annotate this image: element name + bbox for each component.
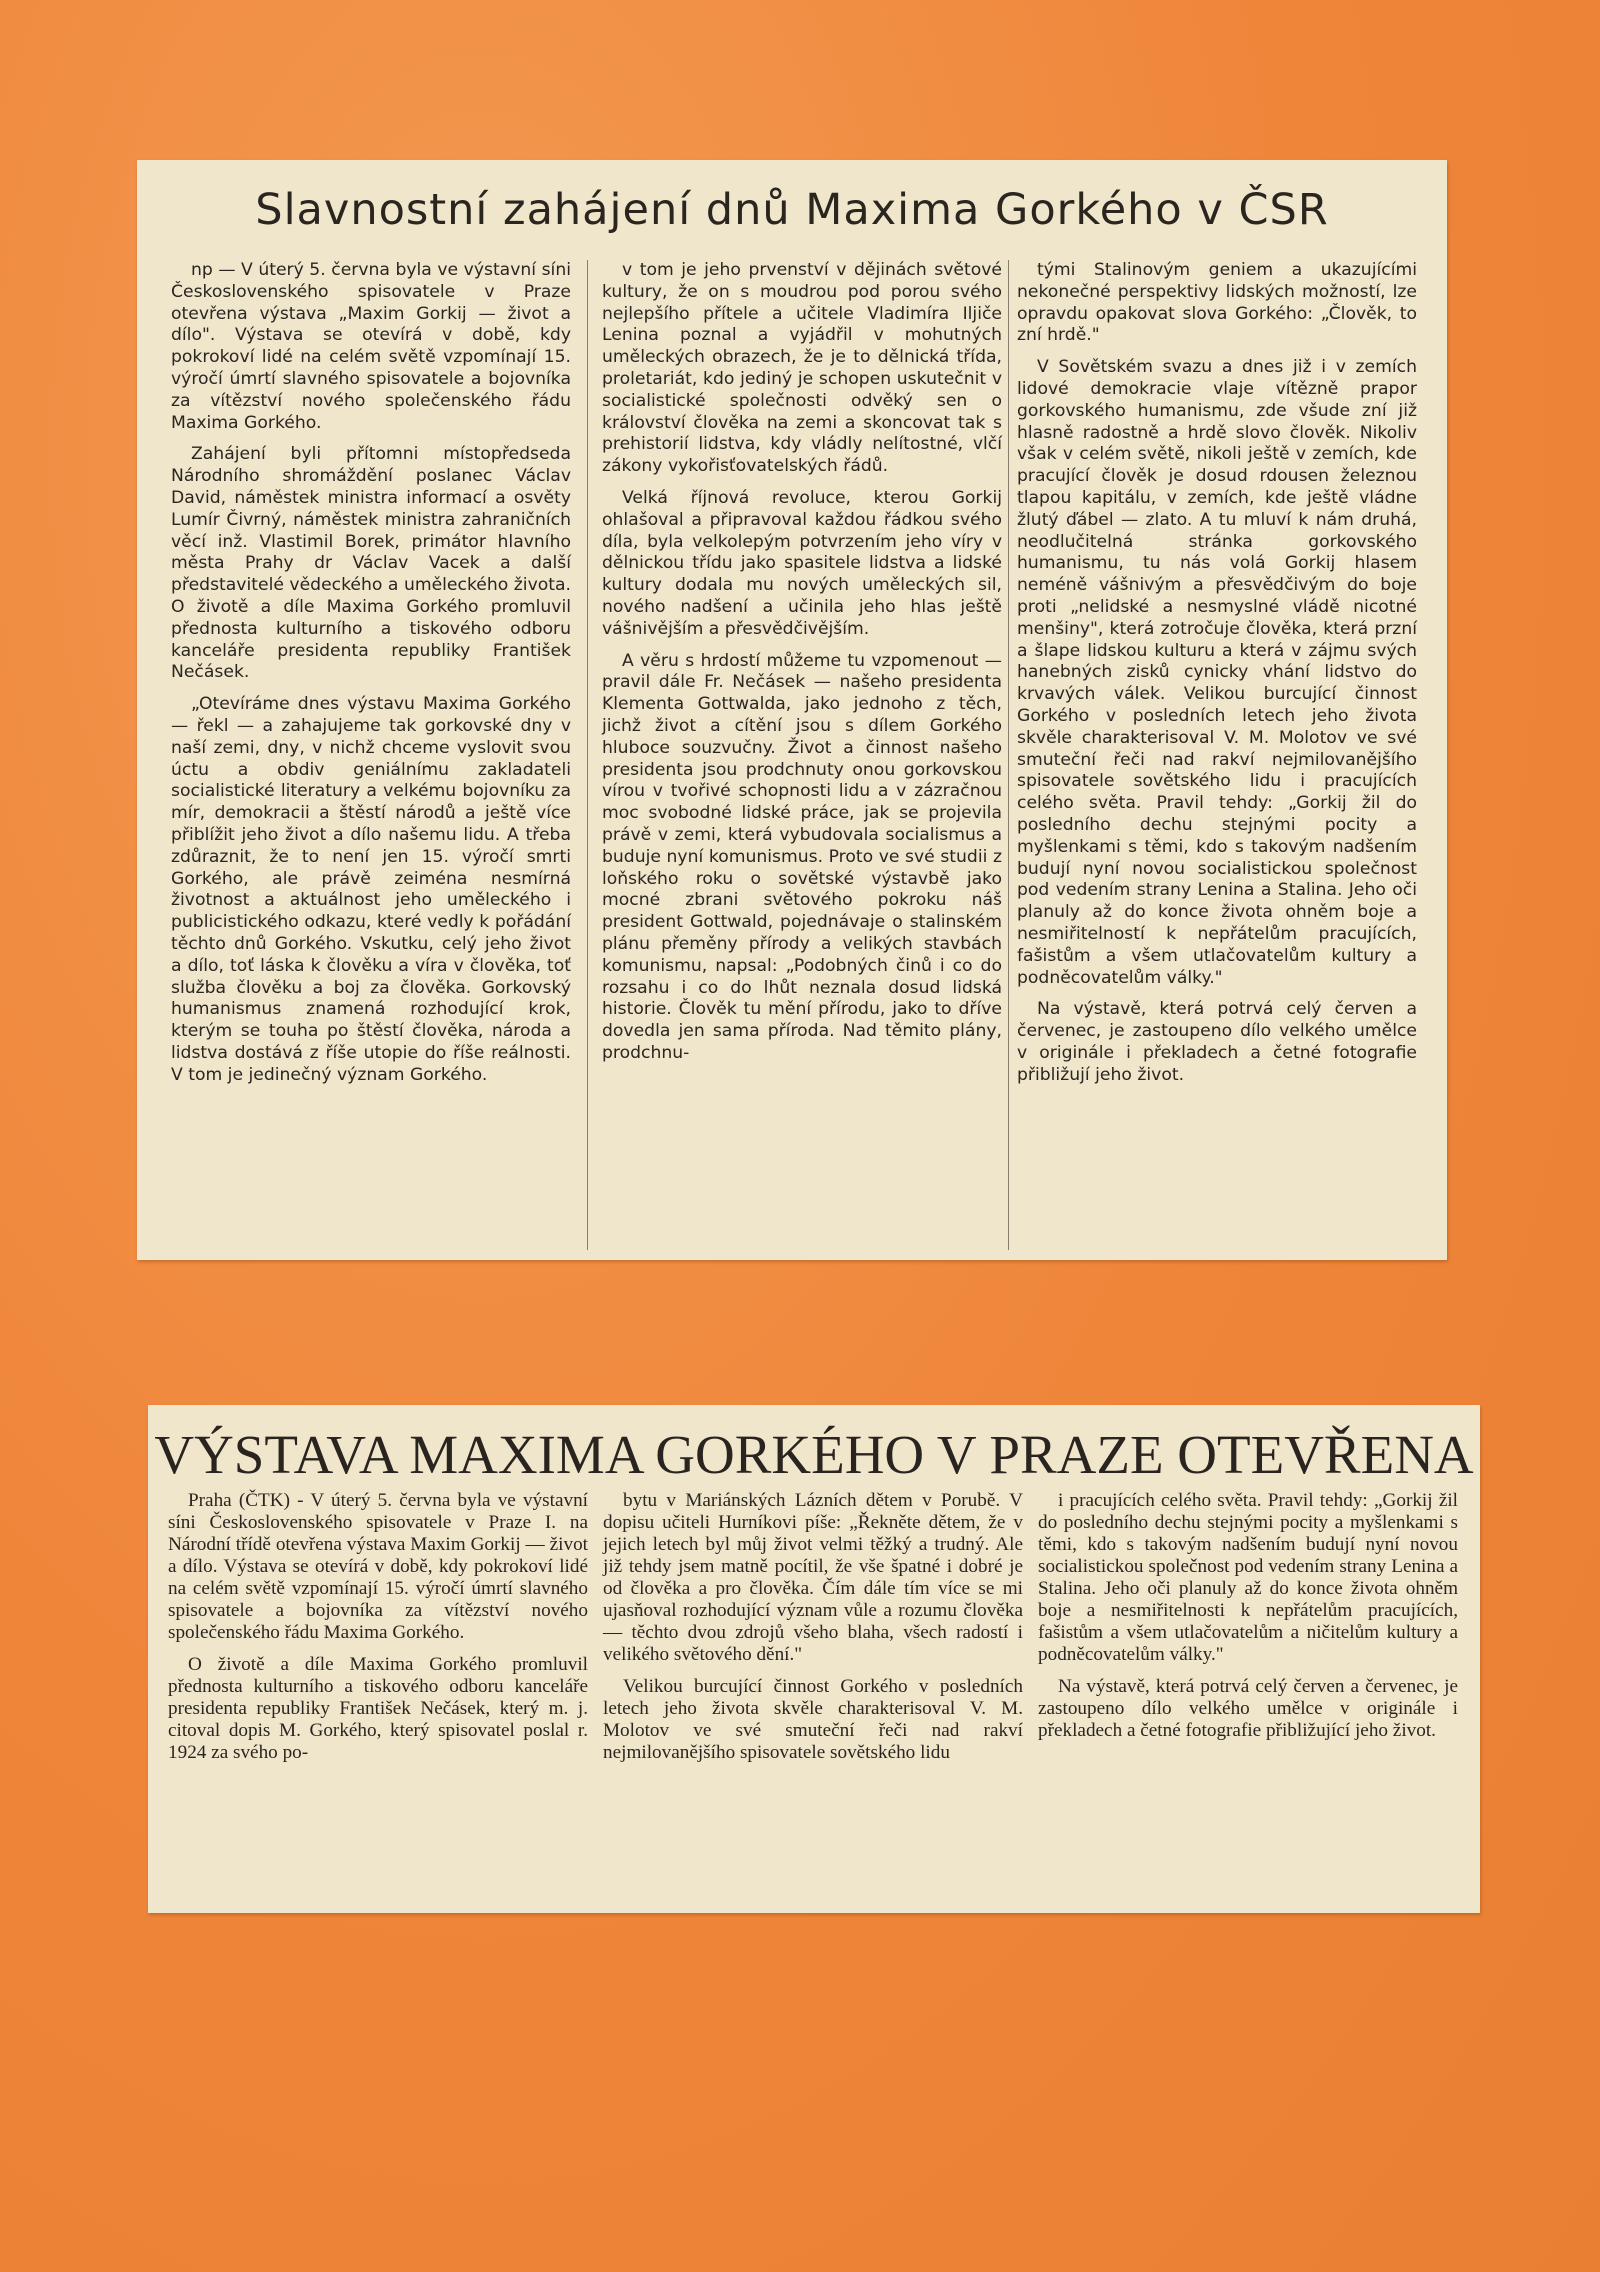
paragraph: Velikou burcující činnost Gorkého v posledních letech jeho života skvěle charakterisoval V. M. Molotov ve své smuteční řeči nad rakví nejmilovanějšího spisovatele sovětského lidu (603, 1676, 1023, 1763)
paragraph: V Sovětském svazu a dnes již i v zemích lidové demokracie vlaje vítězně prapor gorkovského humanismu, zde všude zní již hlasně radostně a hrdě slovo člověk. Nikoliv však v celém světě, nikoli ještě v zemích, kde pracující člověk je dosud rdousen železnou tlapou kapitálu, v zemích, kde ještě vládne žlutý ďábel — zlato. A tu mluví k nám druhá, neodlučitelná stránka gorkovského humanismu, tu nás volá Gorkij hlasem neméně vášnivým a přesvědčivým do boje proti „nelidské a nesmyslné vládě nicotné menšiny", která zotročuje člověka, která przní a šlape lidskou kulturu a která v zájmu svých hanebných zisků cynicky vhání lidstvo do krvavých válek. Velikou burcující činnost Gorkého v posledních letech jeho života skvěle charakterisoval V. M. Molotov ve své smuteční řeči nad rakví nejmilovanějšího spisovatele sovětského lidu i pracujících celého světa. Pravil tehdy: „Gorkij žil do posledního dechu stejnými pocity a myšlenkami s těmi, kdo s takovým nadšením budují nyní novou socialistickou společnost pod vedením strany Lenina a Stalina. Jeho oči planuly až do konce života ohněm boje a nesmiřitelností k nepřátelům pracujících, fašistům a všem utlačovatelům kultury a podněcovatelům války." (1017, 357, 1417, 988)
paragraph: Praha (ČTK) - V úterý 5. června byla ve výstavní síni Československého spisovatele v Praze I. na Národní třídě otevřena výstava Maxim Gorkij — život a dílo. Výstava se otevírá v době, kdy pokrokoví lidé na celém světě vzpomínají 15. výročí úmrtí slavného spisovatele a bojovníka za vítězství nového společenského řádu Maxima Gorkého. (168, 1490, 588, 1643)
article-top-column-1 (171, 260, 571, 1086)
paragraph: tými Stalinovým geniem a ukazujícími nekonečné perspektivy lidských možností, lze opravdu opakovat slova Gorkého: „Člověk, to zní hrdě." (1017, 260, 1417, 346)
column-divider (587, 260, 588, 1250)
paragraph: i pracujících celého světa. Pravil tehdy: „Gorkij žil do posledního dechu stejnými pocity a myšlenkami s těmi, kdo s takovým nadšením budují nyní novou socialistickou společnost pod vedením strany Lenina a Stalina. Jeho oči planuly až do konce života ohněm boje a nesmiřitelnosti k nepřátelům pracujících, fašistům a všem utlačovatelům a ničitelům kultury a podněcovatelům války." (1038, 1490, 1458, 1665)
headline-top: Slavnostní zahájení dnů Maxima Gorkého v ČSR (255, 185, 1329, 235)
article-bottom-column-3 (1038, 1490, 1458, 1742)
article-top-column-3 (1017, 260, 1417, 1086)
paragraph: Na výstavě, která potrvá celý červen a červenec, je zastoupeno dílo velkého umělce v originále i překladech a četné fotografie přibližující jeho život. (1038, 1676, 1458, 1741)
article-bottom-column-1 (168, 1490, 588, 1764)
paragraph: Velká říjnová revoluce, kterou Gorkij ohlašoval a připravoval každou řádkou svého díla, byla velkolepým potvrzením jeho víry v dělnickou třídu jako spasitele lidstva a lidské kultury dodala mu nových uměleckých sil, nového nadšení a učinila jeho hlas ještě vášnivějším a přesvědčivějším. (602, 487, 1002, 639)
column-divider (1008, 260, 1009, 1250)
headline-bottom: VÝSTAVA MAXIMA GORKÉHO V PRAZE OTEVŘENA (154, 1424, 1474, 1485)
article-bottom-column-2 (603, 1490, 1023, 1764)
paragraph: Zahájení byli přítomni místopředseda Národního shromáždění poslanec Václav David, náměstek ministra informací a osvěty Lumír Čivrný, náměstek ministra zahraničních věcí inž. Vlastimil Borek, primátor hlavního města Prahy dr Václav Vacek a další představitelé vědeckého a uměleckého života. O životě a díle Maxima Gorkého promluvil přednosta kulturního a tiskového odboru kanceláře presidenta republiky František Nečásek. (171, 444, 571, 683)
paragraph: bytu v Mariánských Lázních dětem v Porubě. V dopisu učiteli Hurníkovi píše: „Řekněte dětem, že v jejich letech byl můj život velmi těžký a trudný. Ale již tehdy jsem matně pocítil, že vše špatné i dobré je od člověka a pro člověka. Čím dále tím více se mi ujasňoval rozhodující význam vůle a rozumu člověka — těchto dvou zdrojů všeho blaha, všech radostí i velikého světového dění." (603, 1490, 1023, 1665)
newspaper-clipping-top (137, 160, 1447, 1260)
paragraph: Na výstavě, která potrvá celý červen a červenec, je zastoupeno dílo velkého umělce v originále i překladech a četné fotografie přibližují jeho život. (1017, 999, 1417, 1085)
newspaper-clipping-bottom (148, 1405, 1480, 1913)
paragraph: A věru s hrdostí můžeme tu vzpomenout — pravil dále Fr. Nečásek — našeho presidenta Klementa Gottwalda, jako jednoho z těch, jichž život a cítění jsou s dílem Gorkého hluboce souzvučny. Život a činnost našeho presidenta jsou prodchnuty onou gorkovskou vírou v tvořivé schopnosti lidu a v zázračnou moc svobodné lidské práce, jak se projevila právě v zemi, která vybudovala socialismus a buduje nyní komunismus. Proto ve své studii z loňského roku o sovětské výstavbě jako mocné zbrani světového pokroku náš president Gottwald, pojednávaje o stalinském plánu přeměny přírody a velikých stavbách komunismu, napsal: „Podobných činů i co do rozsahu i co do lhůt neznala dosud lidská historie. Člověk tu mění přírodu, jako to dříve dovedla jen sama příroda. Nad těmito plány, prodchnu- (602, 650, 1002, 1063)
paragraph: O životě a díle Maxima Gorkého promluvil přednosta kulturního a tiskového odboru kanceláře presidenta republiky František Nečásek, který m. j. citoval dopis M. Gorkého, který spisovatel poslal r. 1924 za svého po- (168, 1654, 588, 1763)
article-top-column-2 (602, 260, 1002, 1065)
paragraph: v tom je jeho prvenství v dějinách světové kultury, že on s moudrou pod porou svého nejlepšího přítele a učitele Vladimíra Iljiče Lenina poznal a vyjádřil v mohutných uměleckých obrazech, že je to dělnická třída, proletariát, kdo jediný je schopen uskutečnit v socialistické společnosti odvěký sen o království člověka na zemi a skoncovat tak s prehistorií lidstva, kdy vládly nelítostné, vlčí zákony vykořisťovatelských řádů. (602, 260, 1002, 477)
paragraph: „Otevíráme dnes výstavu Maxima Gorkého — řekl — a zahajujeme tak gorkovské dny v naší zemi, dny, v nichž chceme vyslovit svou úctu a obdiv geniálnímu zakladateli socialistické literatury a velkému bojovníku za mír, demokracii a štěstí národů a ještě více přiblížit jeho život a dílo našemu lidu. A třeba zdůraznit, že to není jen 15. výročí smrti Gorkého, ale právě zeiména nesmírná životnost a aktuálnost jeho uměleckého i publicistického odkazu, které vedly k pořádání těchto dnů Gorkého. Vskutku, celý jeho život a dílo, toť láska k člověku a víra v člověka, toť služba člověku a boj za člověka. Gorkovský humanismus znamená rozhodující krok, kterým se touha po štěstí člověka, národa a lidstva dostává z říše utopie do říše reálnosti. V tom je jedinečný význam Gorkého. (171, 694, 571, 1085)
paragraph: np — V úterý 5. června byla ve výstavní síni Československého spisovatele v Praze otevřena výstava „Maxim Gorkij — život a dílo". Výstava se otevírá v době, kdy pokrokoví lidé na celém světě vzpomínají 15. výročí úmrtí slavného spisovatele a bojovníka za vítězství nového společenského řádu Maxima Gorkého. (171, 260, 571, 433)
